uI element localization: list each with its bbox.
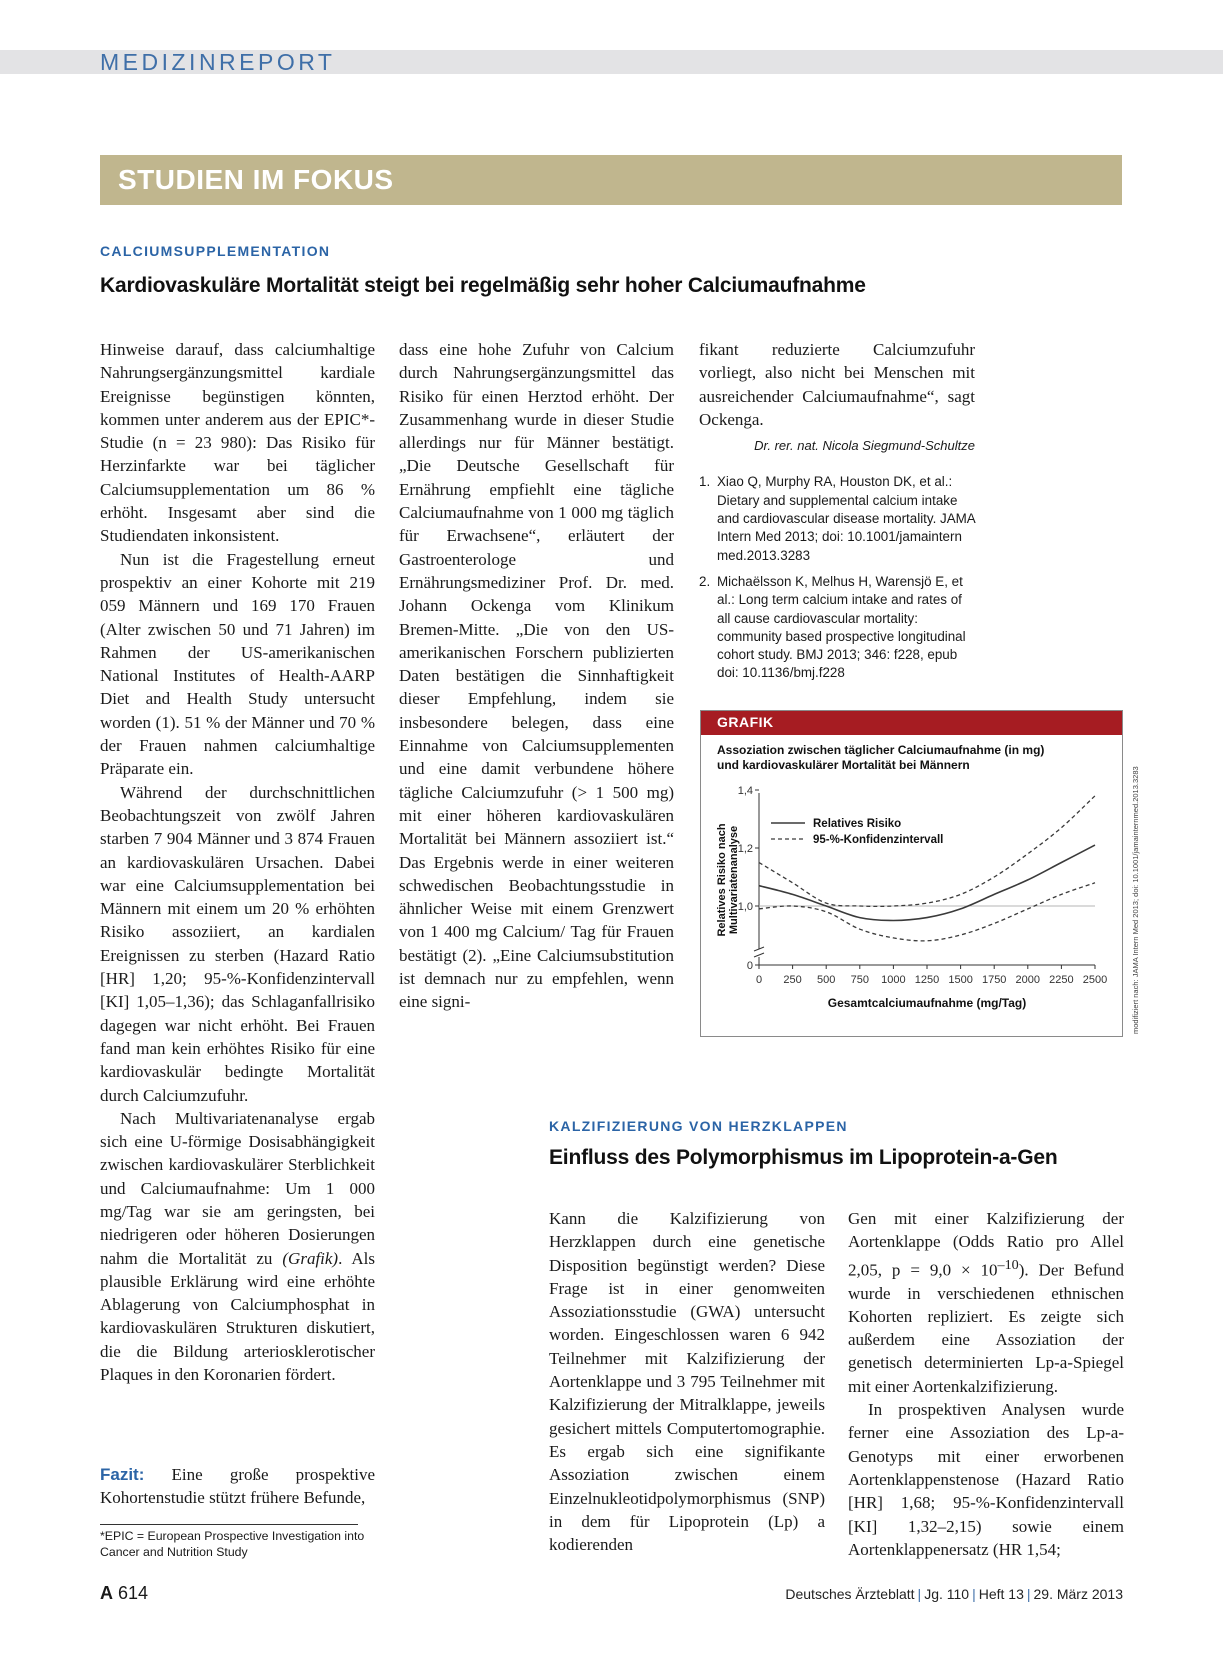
fazit: [100, 1463, 375, 1510]
paragraph-tail: ). Der Befund wurde in verschiedenen ethnischen Kohorten repliziert. Es zeigte sich außerdem eine Assoziation der genetisch determinierten Lp-a-Spiegel mit einer Aortenkalzifizierung.: [848, 1260, 1124, 1396]
chart-box-header: [701, 711, 1122, 735]
footnote-rule: [100, 1524, 358, 1525]
page-number: [100, 1583, 148, 1604]
author: Dr. rer. nat. Nicola Siegmund-Schultze: [754, 438, 975, 454]
journal-volume: Jg. 110: [924, 1586, 970, 1602]
paragraph: Hinweise darauf, dass calciumhaltige Nahrungsergänzungsmittel kardiale Ereignisse begünstigen könnten, kommen unter anderem aus der EPIC*-Studie (n = 23 980): Das Risiko für Herzinfarkte war bei täglicher Calciumsupplementation um 86 % erhöht. Insgesamt aber sind die Studiendaten inkonsistent.: [100, 340, 375, 546]
x-tick-label: 1000: [881, 974, 906, 986]
journal-date: 29. März 2013: [1033, 1586, 1123, 1602]
reference-text: Xiao Q, Murphy RA, Houston DK, et al.: Dietary and supplemental calcium intake and cardiovascular disease mortality. JAMA Intern Med 2013; doi: 10.1001/jamaintern med.2013.3283: [717, 474, 976, 563]
x-tick-label: 2500: [1082, 974, 1108, 986]
x-tick-label: 250: [783, 974, 802, 986]
banner-title: STUDIEN IM FOKUS: [118, 164, 394, 195]
chart-credit: [1121, 744, 1140, 1034]
paragraph-text: Gen mit einer Kalzifizierung der Aortenklappe (Odds Ratio pro Allel 2,05, p = 9,0 × 10: [848, 1209, 1124, 1280]
x-axis-label: Gesamtcalciumaufnahme (mg/Tag): [827, 996, 1027, 1010]
paragraph-text: Nach Multivariatenanalyse ergab sich eine U-förmige Dosisabhängigkeit zwischen kardiovaskulärer Sterblichkeit und Calciumaufnahme: Um 1 000 mg/Tag war sie am geringsten, bei niedrigeren oder höheren Dosierungen nahm die Mortalität zu: [100, 1108, 375, 1268]
chart-title-line: Assoziation zwischen täglicher Calciumaufnahme (in mg): [717, 743, 1045, 757]
reference-item: [699, 573, 975, 683]
x-tick-label: 1500: [948, 974, 973, 986]
journal-info: [785, 1586, 1123, 1602]
y-axis-label-line: Multivariatenanalyse: [728, 825, 740, 935]
axis-break-mark: [754, 953, 764, 957]
article2-column-2: [848, 1207, 1124, 1561]
x-tick-label: 500: [817, 974, 836, 986]
y-axis-label-line: Relatives Risiko nach: [716, 823, 728, 937]
section-banner: [100, 155, 1122, 205]
separator: |: [1026, 1586, 1031, 1602]
y-tick-label: 1,0: [737, 901, 753, 913]
x-tick-label: 0: [755, 974, 763, 986]
article1-column-3: [699, 338, 975, 691]
paragraph: dass eine hohe Zufuhr von Calcium durch Nahrungsergänzungsmittel das Risiko für einen Herztod erhöht. Der Zusammenhang wurde in dieser Studie allerdings nur für Männer bestätigt. „Die Deutsche Gesellschaft für Ernährung empfiehlt eine tägliche Calciumaufnahme von 1 000 mg täglich für Erwachsene“, erläutert der Gastroenterologe und Ernährungsmediziner Prof. Dr. med. Johann Ockenga vom Klinikum Bremen-Mitte. „Die von den US-amerikanischen Forschern publizierten Daten bestätigen die Sinnhaftigkeit dieser Empfehlung, indem sie insbesondere belegen, dass eine Einnahme von Calciumsupplementen und eine damit verbundene höhere tägliche Calciumzufuhr (> 1 500 mg) mit einer höheren kardiovaskulären Mortalität bei Männern assoziiert ist.“ Das Ergebnis werde in einer weiteren schwedischen Beobachtungsstudie in ähnlicher Weise mit einem Grenzwert von 1 400 mg Calcium/ Tag für Frauen bestätigt (2). „Eine Calciumsubstitution ist demnach nur zu empfehlen, wenn eine signi-: [399, 340, 674, 1012]
page-prefix: A: [100, 1583, 113, 1603]
references: [699, 473, 975, 682]
legend-label: 95-%-Konfidenzintervall: [813, 834, 944, 846]
article2-column-1: [549, 1207, 825, 1556]
paragraph: Kann die Kalzifizierung von Herzklappen durch eine genetische Disposition begünstigt werden? Diese Frage ist in einer genomweiten Assoziationsstudie (GWA) untersucht worden. Eingeschlossen waren 6 942 Teilnehmer mit Kalzifizierung der Aortenklappe und 3 795 Teilnehmer mit Kalzifizierung der Mitralklappe, jeweils gesichert mittels Computertomographie. Es ergab sich eine signifikante Assoziation zwischen einem Einzelnukleotidpolymorphismus (SNP) in dem für Lipoprotein (Lp) a kodierenden: [549, 1209, 825, 1555]
article1-kicker: CALCIUMSUPPLEMENTATION: [100, 243, 331, 259]
footnote: *EPIC = European Prospective Investigation into Cancer and Nutrition Study: [100, 1529, 365, 1559]
article1-headline: Kardiovaskuläre Mortalität steigt bei regelmäßig sehr hoher Calciumaufnahme: [100, 274, 866, 297]
y-tick-label: 1,2: [737, 843, 753, 855]
paragraph: [100, 1107, 375, 1387]
paragraph: Nun ist die Fragestellung erneut prospektiv an einer Kohorte mit 219 059 Männern und 169 170 Frauen (Alter zwischen 50 und 71 Jahren) im Rahmen der US-amerikanischen National Institutes of Health-AARP Diet and Health Study untersucht worden (1). 51 % der Männer und 70 % der Frauen nahmen calciumhaltige Präparate ein.: [100, 549, 375, 779]
paragraph: Während der durchschnittlichen Beobachtungszeit von zwölf Jahren starben 7 904 Männer und 3 874 Frauen an kardiovaskulären Ursachen. Dabei war eine Calciumsupplementation bei Männern mit einem um 20 % erhöhten Risiko assoziiert, an kardialen Ereignissen zu sterben (Hazard Ratio [HR] 1,20; 95-%-Konfidenzintervall [KI] 1,05–1,36); das Schlaganfallrisiko dagegen war nicht erhöht. Bei Frauen fand man kein erhöhtes Risiko für eine kardiovaskulär bedingte Mortalität durch Calciumzufuhr.: [100, 782, 375, 1105]
y-tick-label: 0: [746, 960, 753, 972]
exponent: –10: [997, 1256, 1019, 1273]
chart-box: [700, 710, 1123, 1037]
journal-issue: Heft 13: [978, 1586, 1024, 1602]
article2-kicker: KALZIFIZIERUNG VON HERZKLAPPEN: [549, 1118, 848, 1134]
paragraph: In prospektiven Analysen wurde ferner eine Assoziation des Lp-a-Genotyps mit einer erworbenen Aortenklappenstenose (Hazard Ratio [HR] 1,68; 95-%-Konfidenzintervall [KI] 1,32–2,15) sowie einem Aortenklappenersatz (HR 1,54;: [848, 1400, 1124, 1559]
reference-number: 2.: [699, 573, 711, 589]
fazit-label: Fazit:: [100, 1465, 145, 1484]
chart: [701, 735, 1122, 1036]
chart-box-label: GRAFIK: [717, 714, 774, 730]
chart-credit-text: modifiziert nach: JAMA Intern Med 2013; doi: 10.1001/jamainternmed.2013.3283: [1131, 766, 1140, 1034]
series-line-confidence-interval: [759, 796, 1095, 907]
reference-text: Michaëlsson K, Melhus H, Warensjö E, et al.: Long term calcium intake and rates of all cause cardiovascular mortality: community based prospective longitudinal cohort study. BMJ 2013; 346: f228, epub doi: 10.1136/bmj.f228: [717, 573, 966, 681]
article1-column-1: [100, 338, 375, 1386]
article1-column-2: [399, 338, 674, 1014]
series-line-relative-risk: [759, 845, 1095, 920]
paragraph: [848, 1207, 1124, 1398]
paragraph: fikant reduzierte Calciumzufuhr vorliegt, also nicht bei Menschen mit ausreichender Calciumaufnahme“, sagt Ockenga.: [699, 340, 975, 429]
x-tick-label: 2250: [1049, 974, 1074, 986]
fazit-text: Eine große prospektive Kohortenstudie stützt frühere Befunde,: [100, 1465, 375, 1508]
separator: |: [917, 1586, 922, 1602]
article2-headline: Einfluss des Polymorphismus im Lipoprotein-a-Gen: [549, 1146, 1058, 1169]
reference-number: 1.: [699, 474, 711, 490]
paragraph-tail: . Als plausible Erklärung wird eine erhöhte Ablagerung von Calciumphosphat in kardiovaskulären Strukturen diskutiert, die die Bildung arteriosklerotischer Plaques in den Koronarien fördert.: [100, 1248, 375, 1385]
chart-title-line: und kardiovaskulärer Mortalität bei Männern: [717, 758, 970, 772]
x-tick-label: 2000: [1015, 974, 1041, 986]
legend-label: Relatives Risiko: [813, 818, 902, 830]
x-tick-label: 1750: [981, 974, 1007, 986]
page-number-value: 614: [118, 1583, 149, 1603]
series-line-confidence-interval: [759, 883, 1095, 941]
x-tick-label: 750: [850, 974, 869, 986]
separator: |: [972, 1586, 976, 1602]
grafik-reference: (Grafik): [282, 1248, 339, 1268]
x-tick-label: 1250: [914, 974, 940, 986]
section-title: MEDIZINREPORT: [100, 49, 336, 75]
journal-name: Deutsches Ärzteblatt: [785, 1586, 915, 1602]
reference-item: [699, 473, 975, 564]
y-tick-label: 1,4: [737, 785, 753, 797]
